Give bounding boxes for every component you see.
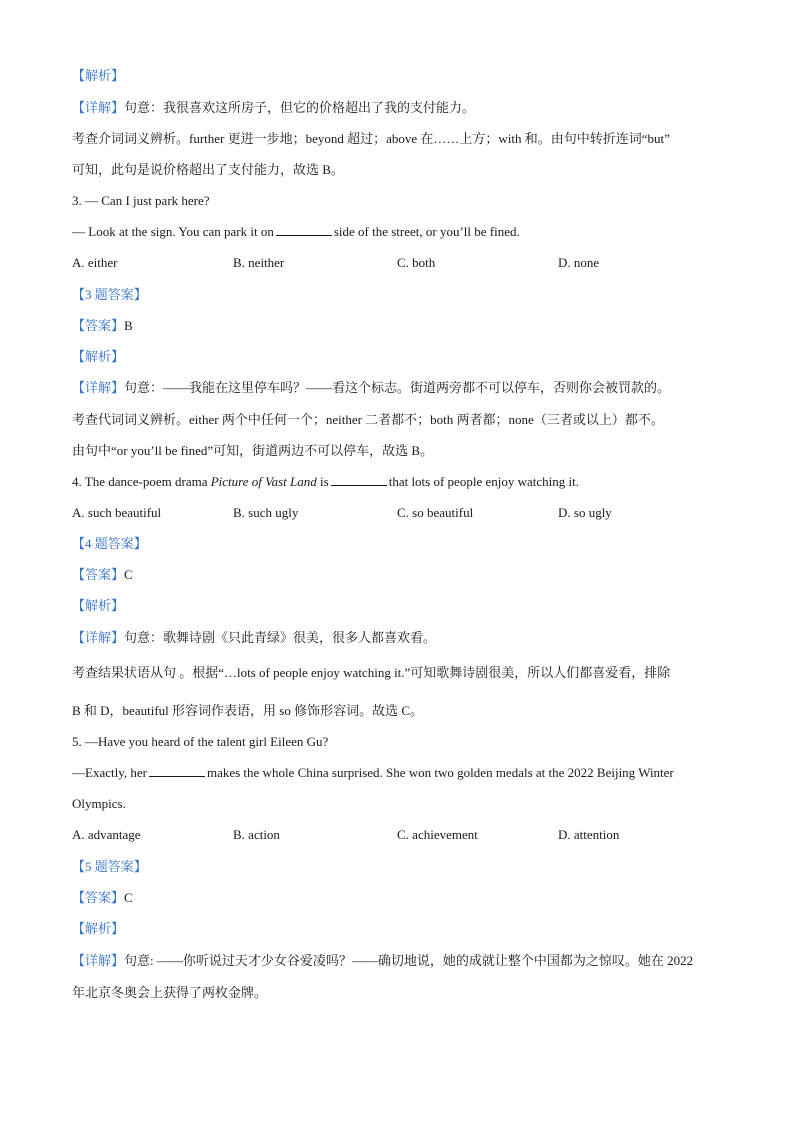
detail-paragraph — [72, 629, 732, 647]
answer-value: C — [124, 567, 133, 582]
detail-label: 【详解】 — [72, 630, 125, 645]
answer-blank — [149, 764, 205, 777]
explanation-line: 可知，此句是说价格超出了支付能力，故选 B。 — [72, 162, 344, 177]
explanation-line: 由句中“or you’ll be fined”可知，街道两边不可以停车，故选 B。 — [72, 443, 434, 458]
detail-label: 【详解】 — [72, 953, 125, 968]
detail-text: 句意: ——你听说过天才少女谷爱凌吗？——确切地说，她的成就让整个中国都为之惊叹。她在 2022 — [124, 953, 694, 968]
answer-label: 【答案】 — [72, 890, 125, 905]
answer-label: 【答案】 — [72, 567, 125, 582]
option-b: B. action — [233, 827, 280, 842]
analysis-label: 【解析】 — [72, 598, 125, 613]
answer-tag: 【3 题答案】 — [72, 287, 147, 302]
stem-text: side of the street, or you’ll be fined. — [333, 224, 520, 239]
detail-label: 【详解】 — [72, 380, 125, 395]
analysis-label: 【解析】 — [72, 349, 125, 364]
option-c: C. achievement — [397, 827, 478, 842]
option-d: D. none — [558, 255, 600, 270]
analysis-label: 【解析】 — [72, 921, 125, 936]
explanation-line: 考查代词词义辨析。either 两个中任何一个；neither 二者都不；both 两者都；none（三者或以上）都不。 — [72, 412, 664, 427]
answer-line — [72, 317, 732, 335]
detail-text: 句意：——我能在这里停车吗？——看这个标志。街道两旁都不可以停车，否则你会被罚款的。 — [124, 380, 671, 395]
answer-label: 【答案】 — [72, 318, 125, 333]
explanation-line: 考查结果状语从句 。根据“…lots of people enjoy watching it.”可知歌舞诗剧很美，所以人们都喜爱看，排除 — [72, 665, 671, 680]
option-d: D. so ugly — [558, 505, 612, 520]
question-5-stem-line3: Olympics. — [72, 796, 126, 811]
question-3-stem-line2 — [72, 223, 732, 241]
detail-label: 【详解】 — [72, 100, 125, 115]
answer-blank — [276, 223, 332, 236]
option-a: A. either — [72, 255, 118, 270]
answer-value: B — [124, 318, 133, 333]
question-3-stem: 3. — Can I just park here? — [72, 193, 210, 208]
answer-blank — [331, 473, 387, 486]
answer-tag: 【4 题答案】 — [72, 536, 147, 551]
answer-line — [72, 566, 732, 584]
detail-paragraph — [72, 379, 732, 397]
detail-paragraph — [72, 99, 732, 117]
stem-text: 4. The dance-poem drama — [72, 474, 208, 489]
option-a: A. such beautiful — [72, 505, 162, 520]
question-4-stem — [72, 473, 732, 491]
explanation-line: 考查介词词义辨析。further 更进一步地；beyond 超过；above 在……上方；with 和。由句中转折连词“but” — [72, 131, 670, 146]
stem-text: is — [320, 474, 329, 489]
option-a: A. advantage — [72, 827, 141, 842]
stem-text: makes the whole China surprised. She won two golden medals at the 2022 Beijing Winter — [206, 765, 674, 780]
stem-text: that lots of people enjoy watching it. — [388, 474, 579, 489]
option-c: C. both — [397, 255, 436, 270]
analysis-label: 【解析】 — [72, 68, 125, 83]
option-b: B. such ugly — [233, 505, 299, 520]
answer-tag: 【5 题答案】 — [72, 859, 147, 874]
question-5-stem: 5. —Have you heard of the talent girl Eileen Gu? — [72, 734, 329, 749]
stem-text: — Look at the sign. You can park it on — [72, 224, 274, 239]
explanation-line: 年北京冬奥会上获得了两枚金牌。 — [72, 985, 268, 1000]
work-title: Picture of Vast Land — [210, 474, 317, 489]
detail-text: 句意：歌舞诗剧《只此青绿》很美，很多人都喜欢看。 — [124, 630, 437, 645]
detail-paragraph — [72, 952, 732, 970]
option-d: D. attention — [558, 827, 620, 842]
question-5-stem-line2 — [72, 764, 732, 782]
stem-text: —Exactly, her — [72, 765, 147, 780]
detail-text: 句意：我很喜欢这所房子，但它的价格超出了我的支付能力。 — [124, 100, 476, 115]
explanation-line: B 和 D，beautiful 形容词作表语，用 so 修饰形容词。故选 C。 — [72, 703, 423, 718]
option-c: C. so beautiful — [397, 505, 474, 520]
option-b: B. neither — [233, 255, 285, 270]
answer-value: C — [124, 890, 133, 905]
answer-line — [72, 889, 732, 907]
